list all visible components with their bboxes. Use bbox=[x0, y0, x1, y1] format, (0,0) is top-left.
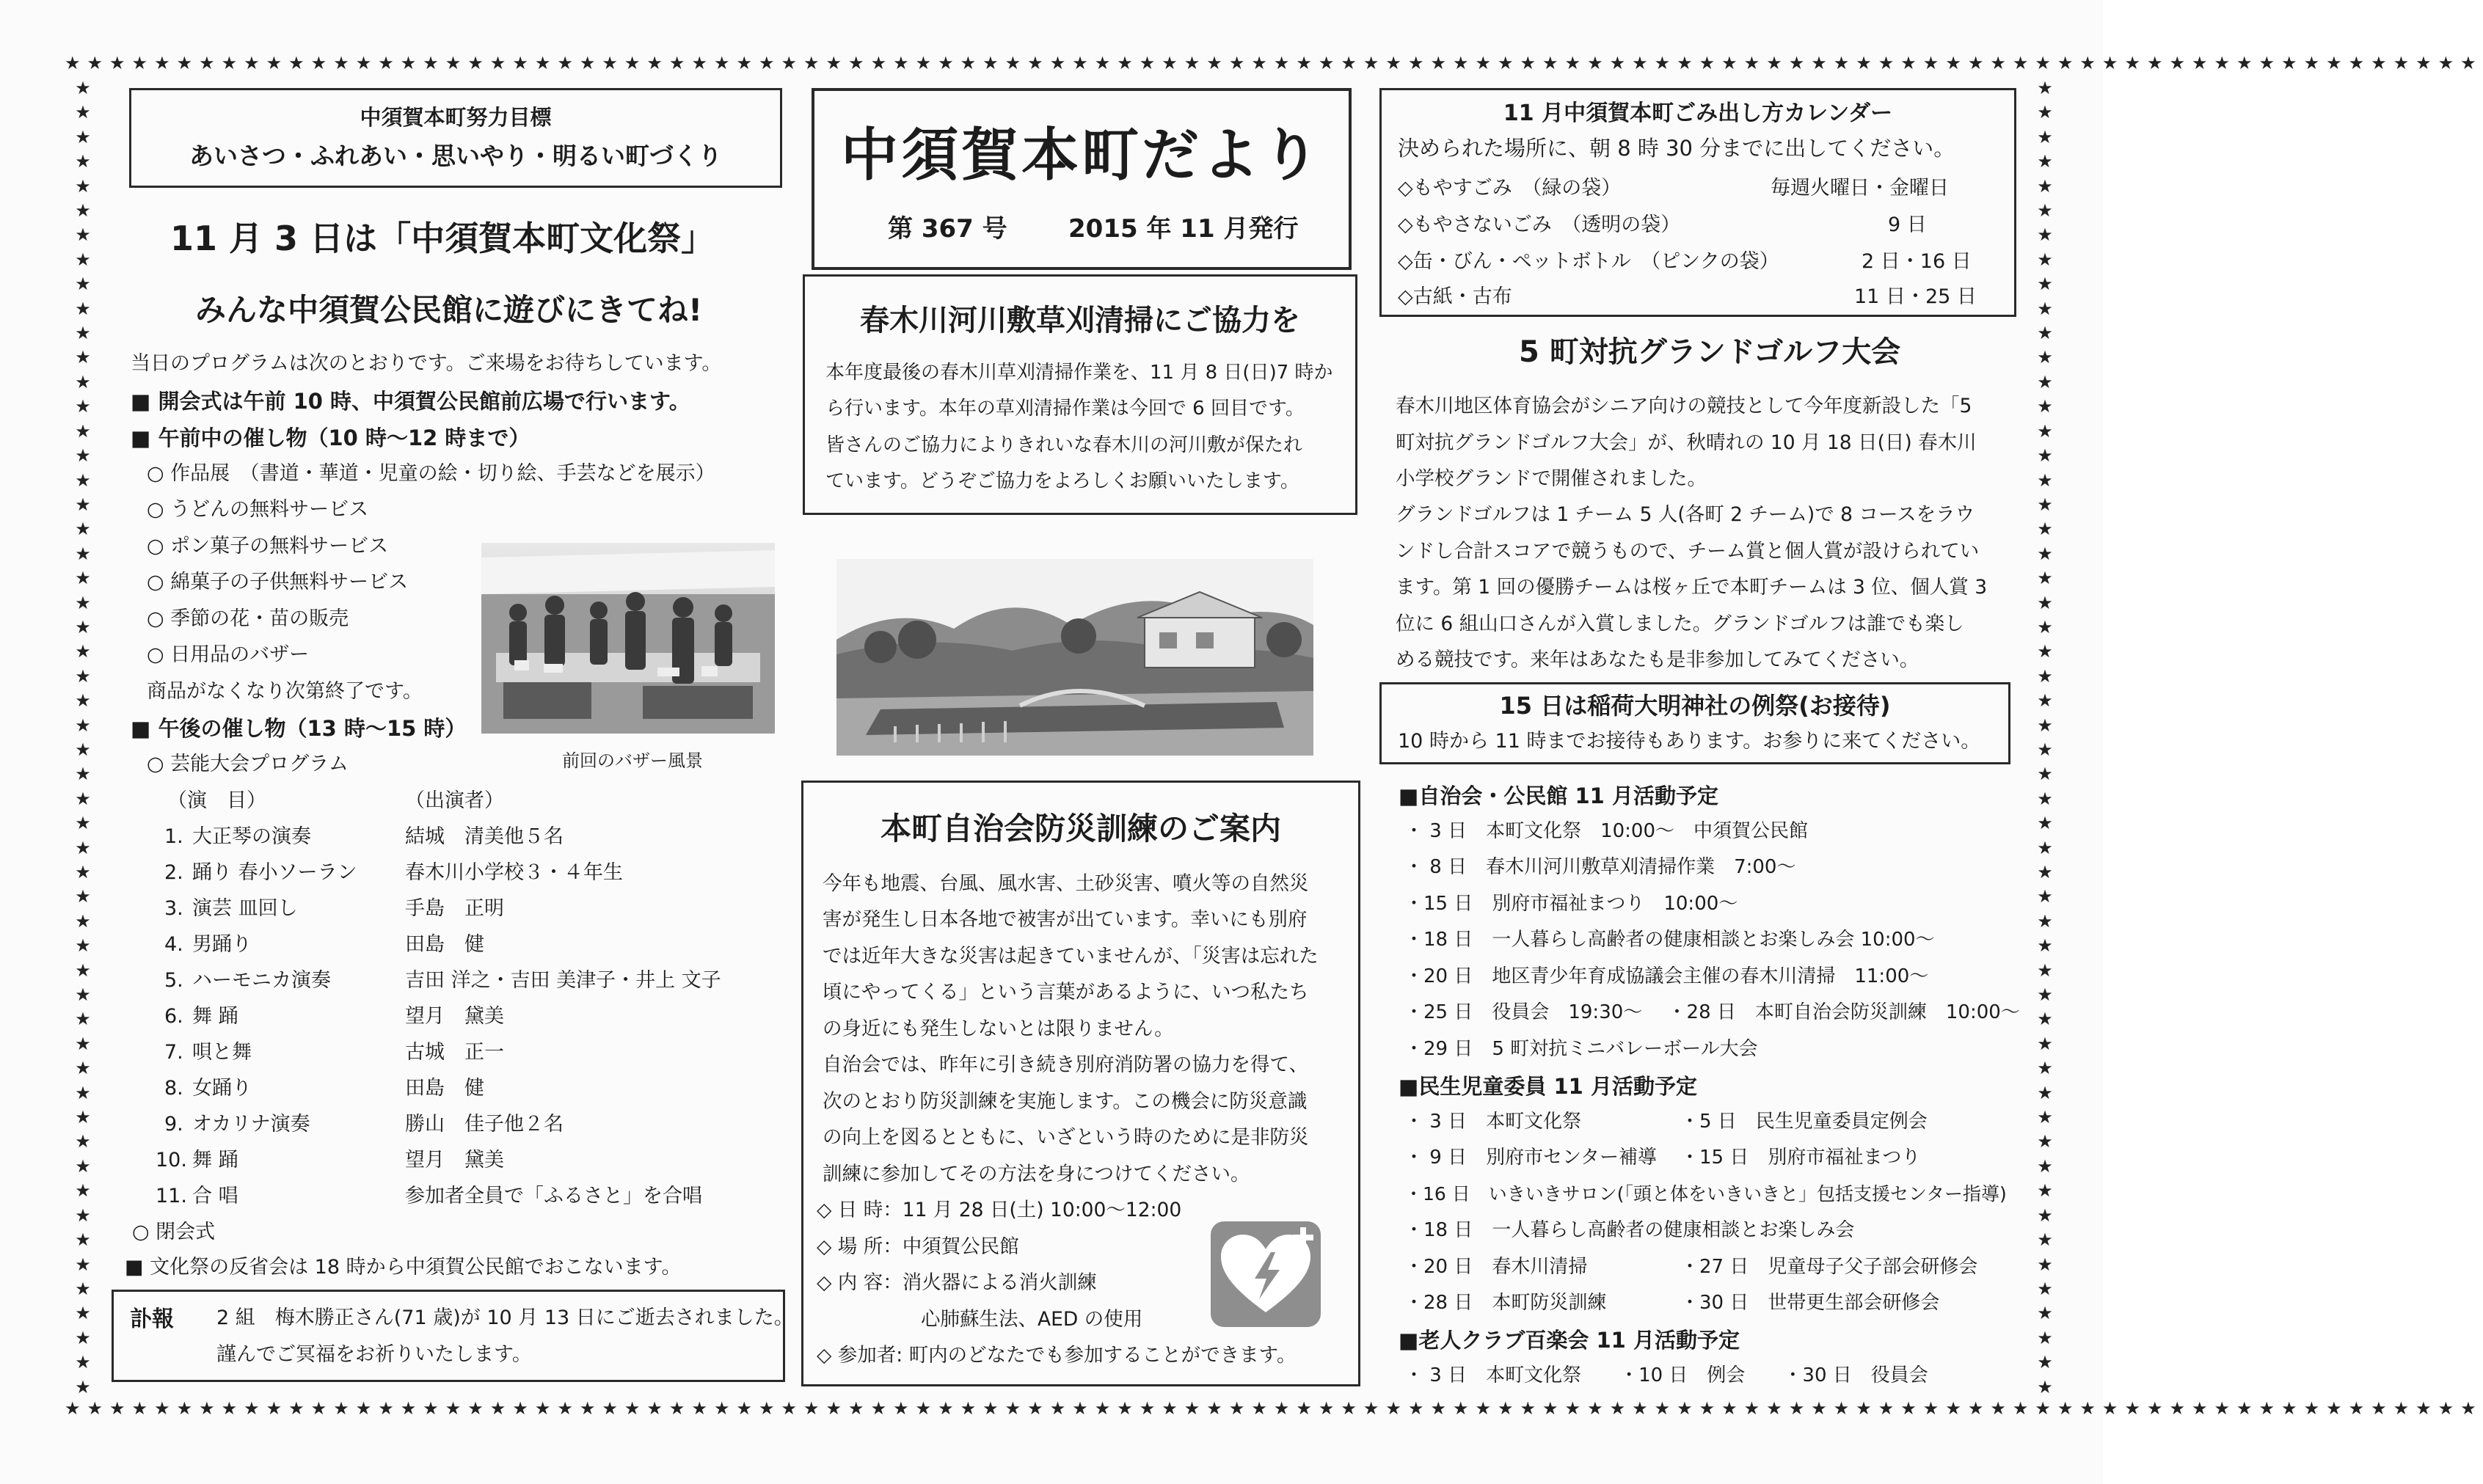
program-heading: ○ 芸能大会プログラム bbox=[147, 753, 349, 775]
program-title: 合 唱 bbox=[192, 1185, 238, 1207]
welfare-schedule-item: ・ 3 日 本町文化祭 bbox=[1404, 1111, 1582, 1133]
masthead-box bbox=[812, 88, 1352, 270]
obituary-line: 謹んでご冥福をお祈りいたします。 bbox=[216, 1343, 532, 1366]
disaster-drill-box bbox=[801, 781, 1360, 1386]
program-no: 10. bbox=[156, 1149, 187, 1172]
star-border-right: ★★★★★★★★★★★★★★★★★★★★★★★★★★★★★★★★★★★★★★★★★★★★★★★★★★★★★★ bbox=[2037, 78, 2053, 1397]
garbage-calendar-note: 決められた場所に、朝 8 時 30 分までに出してください。 bbox=[1398, 136, 1955, 161]
goal-title: 中須賀本町努力目標 bbox=[360, 105, 552, 130]
council-schedule-item: ・ 3 日 本町文化祭 10:00～ 中須賀公民館 bbox=[1404, 820, 1808, 842]
riverbed-photo-graphic bbox=[836, 559, 1313, 756]
disaster-drill-line: の身近にも発生しないとは限りません。 bbox=[823, 1017, 1174, 1040]
program-performer: 春木川小学校３・４年生 bbox=[405, 861, 623, 884]
program-title: オカリナ演奏 bbox=[192, 1113, 310, 1136]
welfare-schedule-item: ・27 日 児童母子父子部会研修会 bbox=[1680, 1256, 1978, 1278]
garbage-type: ◇缶・びん・ペットボトル （ピンクの袋） bbox=[1398, 250, 1779, 273]
program-performer: 吉田 洋之・吉田 美津子・井上 文子 bbox=[405, 969, 721, 992]
obituary-line: 2 組 梅木勝正さん(71 歳)が 10 月 13 日にご逝去されました。 bbox=[216, 1306, 794, 1329]
river-cleanup-line: 本年度最後の春木川草刈清掃作業を、11 月 8 日(日)7 時か bbox=[825, 362, 1333, 384]
disaster-drill-line: 訓練に参加してその方法を身につけてください。 bbox=[823, 1163, 1250, 1185]
golf-line: ンドし合計スコアで競うもので、チーム賞と個人賞が設けられてい bbox=[1396, 540, 1980, 563]
program-no: 11. bbox=[156, 1185, 187, 1207]
welfare-schedule-item: ・20 日 春木川清掃 bbox=[1404, 1256, 1588, 1278]
issue-number: 第 367 号 bbox=[888, 214, 1007, 244]
bazaar-photo bbox=[481, 543, 775, 734]
bazaar-photo-caption: 前回のバザー風景 bbox=[562, 750, 703, 771]
program-no: 5. bbox=[164, 969, 183, 992]
elder-club-heading: ■老人クラブ百楽会 11 月活動予定 bbox=[1399, 1328, 1740, 1353]
drill-participants: ◇ 参加者: 町内のどなたでも参加することができます。 bbox=[817, 1344, 1297, 1367]
council-schedule-heading: ■自治会・公民館 11 月活動予定 bbox=[1399, 783, 1718, 808]
welfare-schedule-item: ・16 日 いきいきサロン(「頭と体をいきいきと」包括支援センター指導) bbox=[1404, 1183, 2007, 1205]
river-cleanup-title: 春木川河川敷草刈清掃にご協力を bbox=[860, 304, 1300, 337]
disaster-drill-line: 今年も地震、台風、風水害、土砂災害、噴火等の自然災 bbox=[823, 872, 1309, 895]
program-title: 男踊り bbox=[192, 933, 252, 956]
program-no: 6. bbox=[164, 1005, 183, 1028]
drill-content: 心肺蘇生法、AED の使用 bbox=[921, 1308, 1143, 1331]
disaster-drill-line: では近年大きな災害は起きていませんが、「災害は忘れた bbox=[823, 945, 1319, 968]
program-no: 7. bbox=[164, 1041, 183, 1064]
morning-item: ○ 作品展 （書道・華道・児童の絵・切り絵、手芸などを展示） bbox=[147, 462, 715, 485]
morning-item: ○ うどんの無料サービス bbox=[147, 498, 369, 521]
council-schedule-item: ・20 日 地区青少年育成協議会主催の春木川清掃 11:00～ bbox=[1404, 965, 1929, 987]
drill-place: ◇ 場 所：中須賀公民館 bbox=[817, 1235, 1019, 1258]
morning-item: ○ 日用品のバザー bbox=[147, 643, 310, 666]
festival-subtitle: みんな中須賀公民館に遊びにきてね! bbox=[195, 292, 703, 328]
golf-line: 春木川地区体育協会がシニア向けの競技として今年度新設した「5 bbox=[1396, 395, 1972, 417]
program-title: 舞 踊 bbox=[192, 1149, 238, 1172]
festival-title: 11 月 3 日は「中須賀本町文化祭」 bbox=[170, 219, 715, 258]
program-title: 唄と舞 bbox=[192, 1041, 252, 1064]
garbage-type: ◇もやすごみ （緑の袋） bbox=[1398, 177, 1622, 200]
program-performer: 望月 黛美 bbox=[405, 1005, 504, 1028]
council-schedule-item: ・ 8 日 春木川河川敷草刈清掃作業 7:00～ bbox=[1404, 856, 1796, 878]
golf-line: める競技です。来年はあなたも是非参加してみてください。 bbox=[1396, 648, 1919, 671]
program-performer: 古城 正一 bbox=[405, 1041, 504, 1064]
obituary-label: 訃報 bbox=[130, 1306, 174, 1332]
disaster-drill-line: 自治会では、昨年に引き続き別府消防署の協力を得て、 bbox=[823, 1053, 1308, 1076]
disaster-drill-line: 頃にやってくる」という言葉があるように、いつ私たち bbox=[823, 981, 1309, 1004]
opening-ceremony: ■ 開会式は午前 10 時、中須賀公民館前広場で行います。 bbox=[131, 389, 690, 414]
garbage-days: 毎週火曜日・金曜日 bbox=[1771, 177, 1949, 200]
river-cleanup-line: ています。どうぞご協力をよろしくお願いいたします。 bbox=[825, 470, 1299, 492]
river-cleanup-line: ら行います。本年の草刈清掃作業は今回で 6 回目です。 bbox=[825, 398, 1305, 420]
program-performer: 望月 黛美 bbox=[405, 1149, 504, 1172]
council-schedule-item: ・29 日 5 町対抗ミニバレーボール大会 bbox=[1404, 1038, 1758, 1060]
program-column-title: （演 目） bbox=[167, 789, 266, 812]
masthead-title: 中須賀本町だより bbox=[840, 123, 1322, 189]
program-performer: 田島 健 bbox=[405, 933, 484, 956]
issue-date: 2015 年 11 月発行 bbox=[1068, 214, 1299, 244]
morning-item: ○ ポン菓子の無料サービス bbox=[147, 535, 389, 558]
golf-line: 小学校グランドで開催されました。 bbox=[1396, 467, 1707, 490]
welfare-schedule-item: ・15 日 別府市福祉まつり bbox=[1680, 1147, 1921, 1169]
star-border-bottom: ★★★★★★★★★★★★★★★★★★★★★★★★★★★★★★★★★★★★★★★★★★★★★★★★★★★★★★★★★★★★★★★★★★★★★★★★★★★★★★★★★★★★★★★★★★★★★★★★★★★★★★★★★★★★ bbox=[65, 1398, 2483, 1419]
welfare-schedule-item: ・30 日 世帯更生部会研修会 bbox=[1680, 1292, 1940, 1314]
welfare-schedule-item: ・18 日 一人暮らし高齢者の健康相談とお楽しみ会 bbox=[1404, 1219, 1855, 1241]
program-no: 4. bbox=[164, 933, 183, 956]
program-title: 女踊り bbox=[192, 1077, 252, 1100]
goal-box bbox=[129, 88, 782, 188]
review-meeting: ■ 文化祭の反省会は 18 時から中須賀公民館でおこないます。 bbox=[125, 1256, 682, 1279]
council-schedule-item: ・18 日 一人暮らし高齢者の健康相談とお楽しみ会 10:00～ bbox=[1404, 929, 1935, 951]
welfare-schedule-item: ・5 日 民生児童委員定例会 bbox=[1680, 1111, 1928, 1133]
disaster-drill-title: 本町自治会防災訓練のご案内 bbox=[880, 811, 1281, 847]
program-no: 1. bbox=[164, 825, 183, 848]
welfare-schedule-item: ・28 日 本町防災訓練 bbox=[1404, 1292, 1607, 1314]
bazaar-note: 商品がなくなり次第終了です。 bbox=[147, 680, 423, 703]
welfare-schedule-heading: ■民生児童委員 11 月活動予定 bbox=[1399, 1074, 1697, 1099]
program-performer: 参加者全員で「ふるさと」を合唱 bbox=[405, 1185, 702, 1207]
garbage-calendar-box bbox=[1379, 88, 2016, 317]
drill-content: ◇ 内 容：消火器による消火訓練 bbox=[817, 1271, 1097, 1294]
star-border-top: ★★★★★★★★★★★★★★★★★★★★★★★★★★★★★★★★★★★★★★★★★★★★★★★★★★★★★★★★★★★★★★★★★★★★★★★★★★★★★★★★★★★★★★★★★★★★★★★★★★★★★★★★★★★★ bbox=[65, 53, 2483, 73]
council-schedule-item: ・25 日 役員会 19:30～ ・28 日 本町自治会防災訓練 10:00～ bbox=[1404, 1001, 2020, 1023]
golf-line: 位に 6 組山口さんが入賞しました。グランドゴルフは誰でも楽し bbox=[1396, 613, 1964, 635]
program-performer: 田島 健 bbox=[405, 1077, 484, 1100]
garbage-type: ◇古紙・古布 bbox=[1398, 285, 1512, 308]
river-cleanup-box bbox=[803, 274, 1357, 515]
program-performer: 勝山 佳子他２名 bbox=[405, 1113, 564, 1136]
bazaar-photo-graphic bbox=[481, 543, 775, 734]
program-column-performer: （出演者） bbox=[405, 789, 504, 812]
disaster-drill-line: 次のとおり防災訓練を実施します。この機会に防災意識 bbox=[823, 1090, 1308, 1113]
disaster-drill-line: 害が発生し日本各地で被害が出ています。幸いにも別府 bbox=[823, 908, 1308, 931]
program-title: 大正琴の演奏 bbox=[192, 825, 311, 848]
program-performer: 結城 清美他５名 bbox=[405, 825, 564, 848]
program-performer: 手島 正明 bbox=[405, 897, 504, 920]
garbage-type: ◇もやさないごみ （透明の袋） bbox=[1398, 213, 1681, 236]
goal-motto: あいさつ・ふれあい・思いやり・明るい町づくり bbox=[189, 142, 722, 170]
shrine-festival-box bbox=[1379, 682, 2010, 764]
program-title: ハーモニカ演奏 bbox=[192, 969, 331, 992]
morning-events-heading: ■ 午前中の催し物（10 時～12 時まで） bbox=[131, 425, 530, 450]
welfare-schedule-item: ・ 9 日 別府市センター補導 bbox=[1404, 1147, 1658, 1169]
morning-item: ○ 綿菓子の子供無料サービス bbox=[147, 571, 409, 593]
shrine-festival-note: 10 時から 11 時までお接待もあります。お参りに来てください。 bbox=[1398, 730, 1981, 753]
star-border-left: ★★★★★★★★★★★★★★★★★★★★★★★★★★★★★★★★★★★★★★★★★★★★★★★★★★★★★★ bbox=[75, 78, 91, 1397]
elder-club-item: ・ 3 日 本町文化祭 ・10 日 例会 ・30 日 役員会 bbox=[1404, 1364, 1928, 1386]
afternoon-events-heading: ■ 午後の催し物（13 時～15 時） bbox=[131, 716, 467, 741]
drill-date: ◇ 日 時：11 月 28 日(土) 10:00～12:00 bbox=[817, 1199, 1182, 1221]
program-no: 2. bbox=[164, 861, 183, 884]
festival-intro: 当日のプログラムは次のとおりです。ご来場をお待ちしています。 bbox=[131, 352, 722, 375]
golf-line: グランドゴルフは 1 チーム 5 人(各町 2 チーム)で 8 コースをラウ bbox=[1396, 503, 1975, 526]
program-no: 9. bbox=[164, 1113, 183, 1136]
garbage-calendar-title: 11 月中須賀本町ごみ出し方カレンダー bbox=[1503, 100, 1893, 126]
program-title: 踊り 春小ソーラン bbox=[192, 861, 357, 884]
obituary-box bbox=[112, 1290, 794, 1382]
riverbed-photo bbox=[836, 559, 1313, 756]
golf-title: 5 町対抗グランドゴルフ大会 bbox=[1519, 335, 1901, 369]
garbage-days: 11 日・25 日 bbox=[1854, 285, 1977, 308]
council-schedule-item: ・15 日 別府市福祉まつり 10:00～ bbox=[1404, 893, 1738, 915]
golf-line: 町対抗グランドゴルフ大会」が、秋晴れの 10 月 18 日(日) 春木川 bbox=[1396, 431, 1977, 454]
program-no: 3. bbox=[164, 897, 183, 920]
program-title: 演芸 皿回し bbox=[192, 897, 298, 920]
morning-item: ○ 季節の花・苗の販売 bbox=[147, 607, 349, 630]
golf-line: ます。第 1 回の優勝チームは桜ヶ丘で本町チームは 3 位、個人賞 3 bbox=[1396, 576, 1988, 599]
garbage-days: 2 日・16 日 bbox=[1862, 250, 1972, 273]
closing-ceremony: ○ 閉会式 bbox=[132, 1221, 216, 1243]
shrine-festival-title: 15 日は稲荷大明神社の例祭(お接待) bbox=[1499, 692, 1891, 720]
disaster-drill-line: の向上を図るとともに、いざという時のために是非防災 bbox=[823, 1126, 1309, 1149]
aed-icon bbox=[1209, 1220, 1322, 1328]
program-no: 8. bbox=[164, 1077, 183, 1100]
garbage-days: 9 日 bbox=[1888, 213, 1927, 236]
program-title: 舞 踊 bbox=[192, 1005, 238, 1028]
river-cleanup-line: 皆さんのご協力によりきれいな春木川の河川敷が保たれ bbox=[825, 434, 1303, 456]
